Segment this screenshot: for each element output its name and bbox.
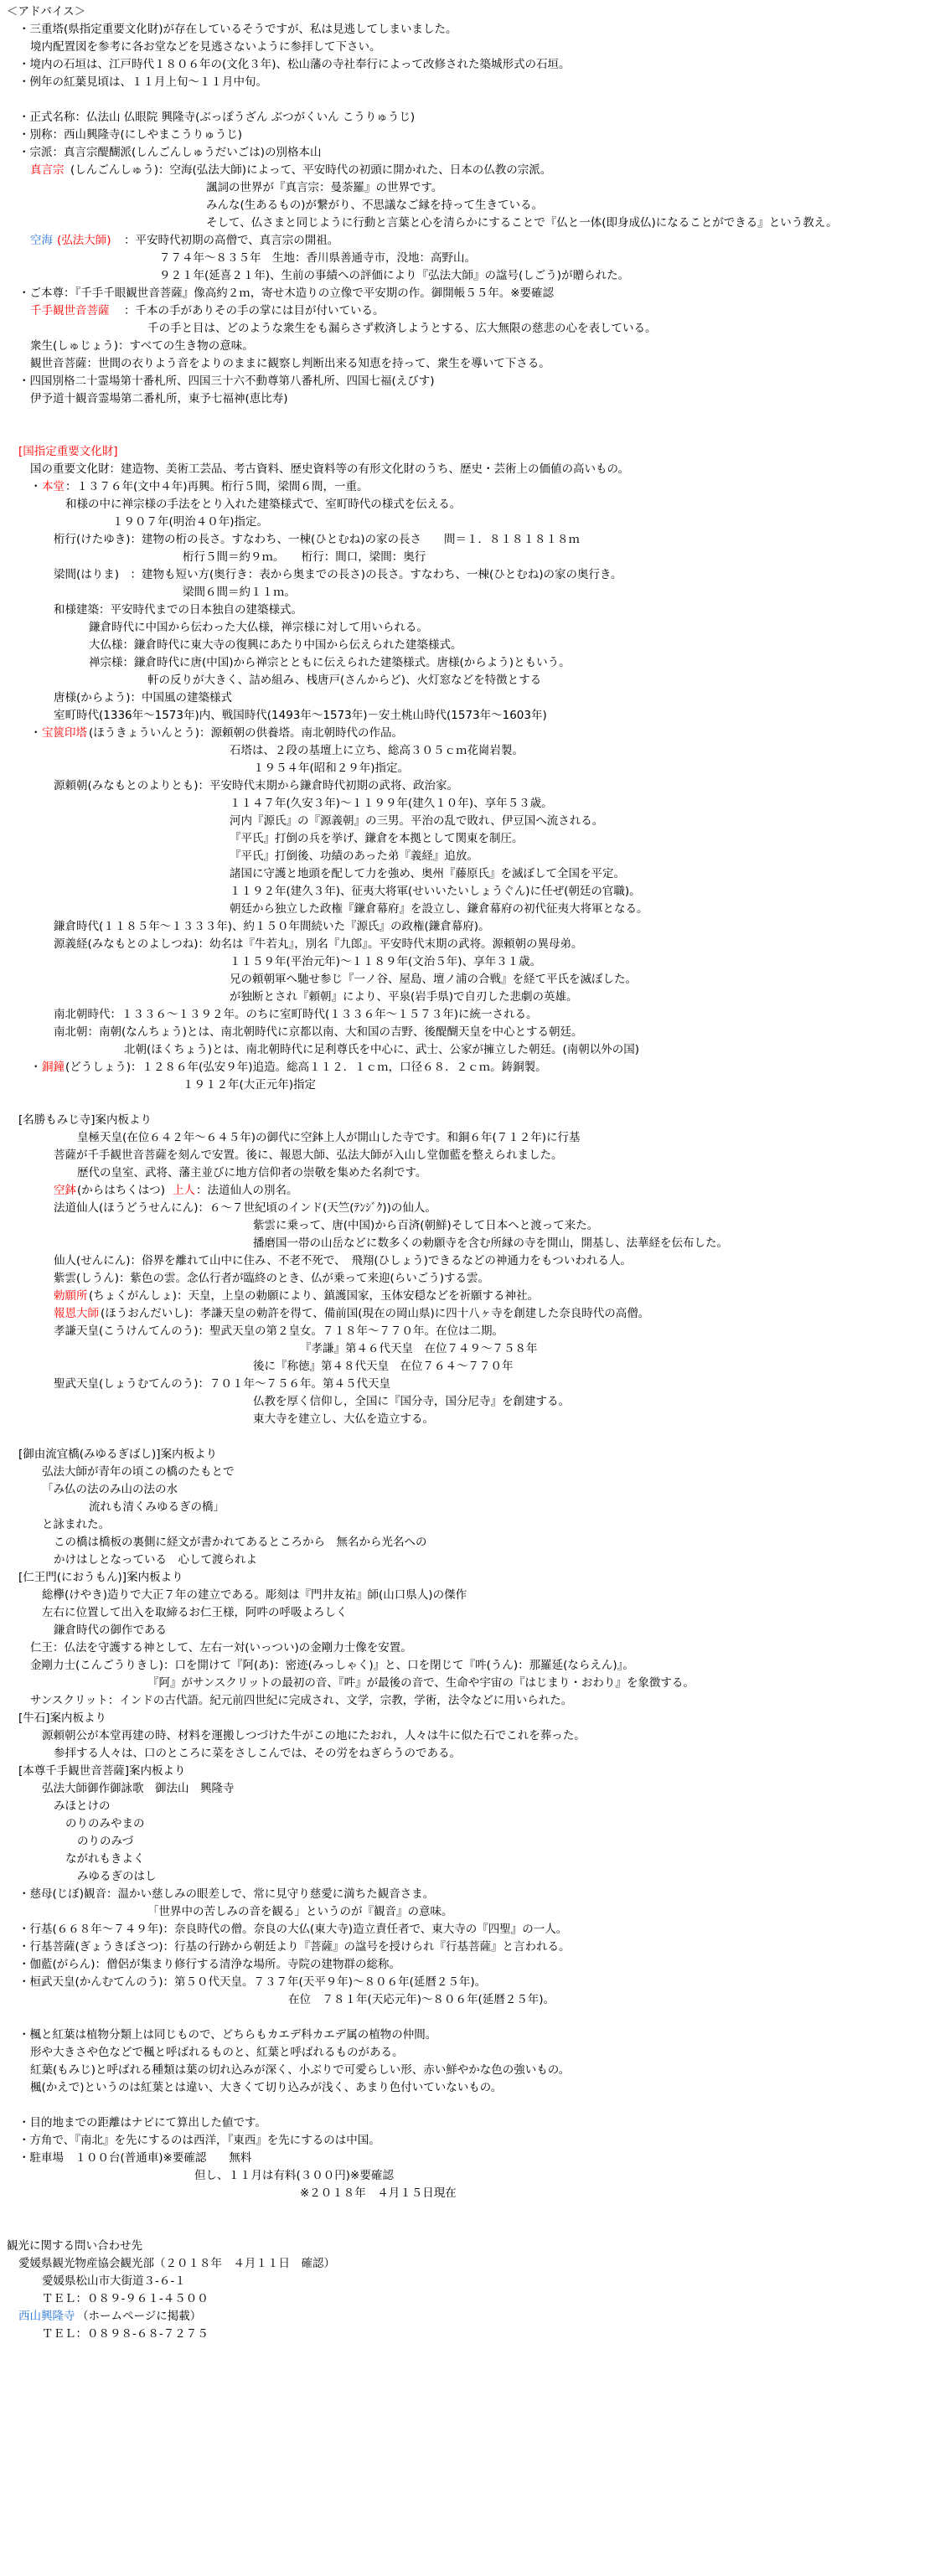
text-line: (どうしょう)：１２８６年(弘安９年)追造。総高１１２．１ｃｍ，口径６８．２ｃｍ。鋳銅製。 <box>65 1061 547 1074</box>
text-line: ながれもきよく <box>65 1852 145 1866</box>
text-line: 「み仏の法のみ山の法の水 <box>42 1483 178 1496</box>
text-line: １９１２年(大正元年)指定 <box>183 1078 317 1092</box>
text-line: ＴＥＬ：０８９-９６１-４５００ <box>42 2292 209 2305</box>
text-line: (しんごんしゅう)：空海(弘法大師)によって、平安時代の初頭に開かれた、日本の仏教の宗派。 <box>70 163 552 177</box>
text-line: ：千本の手がありその手の掌には目が付いている。 <box>124 304 385 317</box>
text-line: ・目的地までの距離はナビにて算出した値です。 <box>18 2116 266 2129</box>
text-line: ・三重塔(県指定重要文化財)が存在しているそうですが、私は見逃してしまいました。 <box>18 23 457 36</box>
text-line: ・方角で、『南北』を先にするのは西洋，『東西』を先にするのは中国。 <box>18 2134 380 2147</box>
text-line: 流れも清くみゆるぎの橋」 <box>89 1500 225 1514</box>
text-line: 弘法大師が青年の頃この橋のたもとで <box>42 1465 235 1479</box>
text-line: 国の重要文化財：建造物、美術工芸品、考古資料、歴史資料等の有形文化財のうち、歴史・芸術上の価値の高いもの。 <box>30 462 629 476</box>
text-line: ・ご本尊：『千手千眼観世音菩薩』像高約２ｍ，寄せ木造りの立像で平安期の作。御開帳５５年。※要確認 <box>18 287 555 300</box>
text-line: 空海 <box>30 234 53 247</box>
text-line: かけはしとなっている 心して渡られよ <box>54 1553 257 1567</box>
text-line: みんな(生あるもの)が繋がり、不思議なご縁を持って生きている。 <box>206 199 544 212</box>
text-line: 仁王：仏法を守護する神として、左右一対(いっつい)の金剛力士像を安置。 <box>30 1641 412 1655</box>
text-line: 紫雲に乗って、唐(中国)から百済(朝鮮)そして日本へと渡って来た。 <box>253 1219 599 1232</box>
text-line: (弘法大師) <box>57 234 111 247</box>
text-line: 東大寺を建立し、大仏を造立する。 <box>253 1412 434 1426</box>
text-line: 皇極天皇(在位６４２年～６４５年)の御代に空鉢上人が開山した寺です。和銅６年(７１２年)に行基 <box>77 1131 581 1144</box>
text-line: 鎌倉時代に中国から伝わった大仏様，禅宗様に対して用いられる。 <box>89 621 428 634</box>
text-line: [仁王門(におうもん)]案内板より <box>18 1571 183 1584</box>
text-line: サンスクリット：インドの古代語。紀元前四世紀に完成され、文学，宗教，学術，法令などに用いられた。 <box>30 1694 573 1707</box>
text-line: 宝篋印塔 <box>42 726 87 740</box>
text-line: ９２１年(延喜２１年)、生前の事績への評価により『弘法大師』の諡号(しごう)が贈られた。 <box>159 269 630 282</box>
text-line: ＴＥＬ：０８９８-６８-７２７５ <box>42 2327 209 2341</box>
text-line: ・慈母(じぼ)観音：温かい慈しみの眼差しで、常に見守り慈愛に満ちた観音さま。 <box>18 1887 435 1901</box>
text-line: 菩薩が千手観世音菩薩を刻んで安置。後に、報恩大師、弘法大師が入山し堂伽藍を整えられました。 <box>54 1149 563 1162</box>
text-line: 空鉢 <box>54 1184 76 1197</box>
text-line: と詠まれた。 <box>42 1518 110 1531</box>
text-line: １１５９年(平治元年)～１１８９年(文治５年)、享年３１歳。 <box>230 955 542 968</box>
text-line: 衆生(しゅじょう)：すべての生き物の意味。 <box>30 339 254 353</box>
text-line: 播磨国一帯の山岳などに数多くの勅願寺を含む所縁の寺を開山，開基し、法華経を伝布した。 <box>253 1236 728 1250</box>
text-line: ・宗派：真言宗醍醐派(しんごんしゅうだいごは)の別格本山 <box>18 146 322 159</box>
text-line: 桁行(けたゆき)：建物の桁の長さ。すなわち、一棟(ひとむね)の家の長さ 間＝１．８１８１８１８ｍ <box>54 533 581 546</box>
text-line: ・桓武天皇(かんむてんのう)：第５０代天皇。７３７年(天平９年)～８０６年(延暦２５年)。 <box>18 1975 487 1989</box>
text-line: みほとけの <box>54 1799 111 1813</box>
text-line: ・別称：西山興隆寺(にしやまこうりゅうじ) <box>18 128 243 142</box>
text-line: 梁間(はりま) ：建物も短い方(奥行き：表から奥までの長さ)の長さ。すなわち、一棟(ひとむね)の家の奥行き。 <box>54 568 622 581</box>
text-line: １９０７年(明治４０年)指定。 <box>112 515 269 529</box>
text-line: ・境内の石垣は、江戸時代１８０６年の(文化３年)、松山藩の寺社奉行によって改修された築城形式の石垣。 <box>18 58 571 71</box>
text-line: 愛媛県松山市大街道３-６-１ <box>42 2274 186 2288</box>
text-line: (ほうおんだいし)：孝謙天皇の勅許を得て、備前国(現在の岡山県)に四十八ヶ寺を創建した奈良時代の高僧。 <box>101 1307 650 1320</box>
text-line: 形や大きさや色などで楓と呼ばれるものと、紅葉と呼ばれるものがある。 <box>30 2046 404 2059</box>
text-line: 兄の頼朝軍へ馳せ参じ『一ノ谷、屋島、壇ノ浦の合戦』を経て平氏を滅ぼした。 <box>230 973 637 986</box>
text-line: 仙人(せんにん)：俗界を離れて山中に住み、不老不死で、 飛翔(ひしょう)できるなどの神通力をもついわれる人。 <box>54 1254 632 1267</box>
text-line: 銅鐘 <box>42 1061 65 1074</box>
text-line: [本尊千手観世音菩薩]案内板より <box>18 1764 186 1778</box>
text-line: ７７４年～８３５年 生地：香川県善通寺市，没地：高野山。 <box>159 251 476 265</box>
text-line: 大仏様：鎌倉時代に東大寺の復興にあたり中国から伝えられた建築様式。 <box>89 638 462 652</box>
text-line: 唐様(からよう)：中国風の建築様式 <box>54 691 233 705</box>
text-line: 仏教を厚く信仰し，全国に『国分寺，国分尼寺』を創建する。 <box>253 1395 570 1408</box>
text-line: 西山興隆寺 <box>18 2310 75 2323</box>
text-line: 諷詞の世界が『真言宗：曼荼羅』の世界です。 <box>206 181 443 194</box>
text-line: 軒の反りが大きく、詰め組み、桟唐戸(さんからど)、火灯窓などを特徴とする <box>147 674 542 687</box>
text-line: 紅葉(もみじ)と呼ばれる種類は葉の切れ込みが深く、小ぶりで可愛らしい形、赤い鮮やかな色の強いもの。 <box>30 2063 571 2077</box>
text-line: 観光に関する問い合わせ先 <box>7 2239 142 2253</box>
text-line: 『平氏』打倒の兵を挙げ、鎌倉を本拠として関東を制圧。 <box>230 832 524 845</box>
text-line: ：法道仙人の別名。 <box>196 1184 298 1197</box>
text-line: ・ <box>30 726 42 740</box>
text-line: ・ <box>30 480 42 493</box>
text-line: (ちょくがんしょ)：天皇，上皇の勅願により、鎮護国家，玉体安穏などを祈願する神社。 <box>89 1289 540 1303</box>
text-line: （ホームページに掲載） <box>77 2310 202 2323</box>
text-line: 参拝する人々は、口のところに菜をさしこんでは、その労をねぎらうのである。 <box>54 1747 461 1760</box>
text-line: 『孝謙』第４６代天皇 在位７４９～７５８年 <box>300 1342 538 1355</box>
text-line: 河内『源氏』の『源義朝』の三男。平治の乱で敗れ、伊豆国へ流される。 <box>230 814 604 828</box>
text-line: 法道仙人(ほうどうせんにん)：６～７世紀頃のインド(天竺(ﾃﾝｼﾞｸ))の仙人。 <box>54 1201 436 1215</box>
text-line: 和様の中に禅宗様の手法をとり入れた建築様式で、室町時代の様式を伝える。 <box>65 498 462 511</box>
text-line: [国指定重要文化財] <box>18 445 118 458</box>
text-line: 南北朝時代：１３３６～１３９２年。のちに室町時代(１３３６年～１５７３年)に統一される。 <box>54 1008 538 1021</box>
text-line: 金剛力士(こんごうりきし)：口を開けて『阿(あ)：密迹(みっしゃく)』と、口を閉じて『吽(うん)：那羅延(ならえん)』。 <box>30 1659 634 1672</box>
text-line: ・駐車場 １００台(普通車)※要確認 無料 <box>18 2151 252 2165</box>
text-line: (ほうきょういんとう)：源頼朝の供養塔。南北朝時代の作品。 <box>89 726 404 740</box>
text-line: みゆるぎのはし <box>77 1870 157 1883</box>
text-line: 南北朝：南朝(なんちょう)とは、南北朝時代に京都以南、大和国の吉野、後醍醐天皇を中心とする朝廷。 <box>54 1025 583 1039</box>
text-line: [名勝もみじ寺]案内板より <box>18 1113 152 1127</box>
text-line: ・伽藍(がらん)：僧侶が集まり修行する清浄な場所。寺院の建物群の総称。 <box>18 1958 401 1971</box>
text-line: １９５４年(昭和２９年)指定。 <box>253 761 410 775</box>
text-line: 左右に位置して出入を取締るお仁王様，阿吽の呼吸よろしく <box>42 1606 348 1619</box>
text-line: 源頼朝公が本堂再建の時、材料を運搬しつづけた牛がこの地にたおれ，人々は牛に似た石でこれを葬った。 <box>42 1729 586 1742</box>
text-line: 観世音菩薩：世間の衣りよう音をよりのままに観察し判断出来る知恵を持って、衆生を導いて下さる。 <box>30 357 550 370</box>
text-line: そして、仏さまと同じように行動と言葉と心を清らかにすることで『仏と一体(即身成仏)になることができる』という教え。 <box>206 216 838 230</box>
text-line: ：１３７６年(文中４年)再興。桁行５間，梁間６間，一重。 <box>65 480 369 493</box>
text-line: ：平安時代初期の高僧で、真言宗の開祖。 <box>124 234 339 247</box>
text-line: (からはちくはつ) <box>77 1184 166 1197</box>
text-line: ・ <box>30 1061 42 1074</box>
text-line: ＜アドバイス＞ <box>7 5 86 18</box>
text-line: 本堂 <box>42 480 65 493</box>
text-line: 『平氏』打倒後、功績のあった弟『義経』追放。 <box>230 849 478 863</box>
text-line: 梁間６間＝約１１ｍ。 <box>183 586 296 599</box>
text-line: 千の手と目は、どのような衆生をも漏らさず救済しようとする、広大無限の慈悲の心を表している。 <box>147 322 657 335</box>
text-line: が独断とされ『頼朝』により、平泉(岩手県)で自刃した悲劇の英雄。 <box>230 990 578 1004</box>
text-line: ・行基(６６８年～７４９年)：奈良時代の僧。奈良の大仏(東大寺)造立責任者で、東大寺の『四聖』の一人。 <box>18 1923 568 1936</box>
text-line: 総欅(けやき)造りで大正７年の建立である。彫刻は『門井友祐』師(山口県人)の傑作 <box>42 1588 467 1602</box>
text-line: ※２０１８年 ４月１５日現在 <box>300 2186 457 2200</box>
text-line: 境内配置図を参考に各お堂などを見逃さないように参拝して下さい。 <box>30 40 381 54</box>
text-line: ・楓と紅葉は植物分類上は同じもので、どちらもカエデ科カエデ属の植物の仲間。 <box>18 2028 437 2042</box>
text-line: 石塔は、２段の基壇上に立ち、総高３０５ｃｍ花崗岩製。 <box>230 744 524 757</box>
text-line: 弘法大師御作御詠歌 御法山 興隆寺 <box>42 1782 235 1795</box>
text-line: この橋は橋板の裏側に経文が書かれてあるところから 無名から光名への <box>54 1536 427 1549</box>
text-line: 報恩大師 <box>54 1307 99 1320</box>
text-line: 愛媛県観光物産協会観光部（２０１８年 ４月１１日 確認） <box>18 2257 335 2270</box>
text-line: 『阿』がサンスクリットの最初の音、『吽』が最後の音で、生命や宇宙の『はじまり・おわり』を象徴する。 <box>147 1676 695 1690</box>
text-line: 勅願所 <box>54 1289 88 1303</box>
text-line: 在位 ７８１年(天応元年)～８０６年(延暦２５年)。 <box>288 1993 555 2006</box>
text-line: 「世界中の苦しみの音を観る」というのが『観音』の意味。 <box>147 1905 453 1918</box>
text-line: 鎌倉時代(１１８５年～１３３３年)、約１５０年間続いた『源氏』の政権(鎌倉幕府)。 <box>54 920 490 933</box>
text-line: 千手観世音菩薩 <box>30 304 110 317</box>
text-line: 北朝(ほくちょう)とは、南北朝時代に足利尊氏を中心に、武士、公家が擁立した朝廷。(南朝以外の国) <box>124 1043 640 1056</box>
text-line: 和様建築：平安時代までの日本独自の建築様式。 <box>54 603 302 617</box>
text-line: 朝廷から独立した政権『鎌倉幕府』を設立し、鎌倉幕府の初代征夷大将軍となる。 <box>230 902 648 916</box>
text-line: のりのみづ <box>77 1835 134 1848</box>
text-line: 歴代の皇室、武将、藩主並びに地方信仰者の崇敬を集めた名刹です。 <box>77 1166 427 1180</box>
text-line: 後に『称徳』第４８代天皇 在位７６４～７７０年 <box>253 1360 514 1373</box>
text-line: 源義経(みなもとのよしつね)：幼名は『牛若丸』，別名『九郎』。平安時代末期の武将。源頼朝の異母弟。 <box>54 937 583 951</box>
text-line: 源頼朝(みなもとのよりとも)：平安時代末期から鎌倉時代初期の武将、政治家。 <box>54 779 459 792</box>
text-line: １１９２年(建久３年)、征夷大将軍(せいいたいしょうぐん)に任ぜ(朝廷の官職)。 <box>230 885 641 898</box>
text-line: [牛石]案内板より <box>18 1711 107 1725</box>
text-line: 諸国に守護と地頭を配して力を強め、奥州『藤原氏』を滅ぼして全国を平定。 <box>230 867 625 880</box>
text-line: 禅宗様：鎌倉時代に唐(中国)から禅宗とともに伝えられた建築様式。唐様(からよう)ともいう。 <box>89 656 571 669</box>
text-line: 伊予道十観音霊場第二番札所，東予七福神(恵比寿) <box>30 392 288 405</box>
text-line: ・行基菩薩(ぎょうきぼさつ)：行基の行跡から朝廷より『菩薩』の諡号を授けられ『行基菩薩』と言われる。 <box>18 1940 571 1954</box>
text-line: ・例年の紅葉見頃は、１１月上旬～１１月中旬。 <box>18 75 267 89</box>
text-line: [御由流宜橋(みゆるぎばし)]案内板より <box>18 1448 218 1461</box>
text-line: 室町時代(1336年～1573年)内、戦国時代(1493年～1573年)－安土桃山時代(1573年～1603年) <box>54 709 547 722</box>
text-line: 真言宗 <box>30 163 65 177</box>
text-line: ・四国別格二十霊場第十番札所、四国三十六不動尊第八番札所、四国七福(えびす) <box>18 374 435 388</box>
text-line: 但し、１１月は有料(３００円)※要確認 <box>194 2169 394 2182</box>
text-line: ・正式名称：仏法山 仏眼院 興隆寺(ぶっぽうざん ぶつがくいん こうりゅうじ) <box>18 111 416 124</box>
text-line: のりのみやまの <box>65 1817 145 1830</box>
text-line: 聖武天皇(しょうむてんのう)：７０１年～７５６年。第４５代天皇 <box>54 1377 391 1391</box>
text-line: 紫雲(しうん)：紫色の雲。念仏行者が臨終のとき、仏が乗って来迎(らいごう)する雲。 <box>54 1272 490 1285</box>
text-line: 楓(かえで)というのは紅葉とは違い、大きくて切り込みが浅く、あまり色付いていないもの。 <box>30 2081 503 2094</box>
text-line: 孝謙天皇(こうけんてんのう)：聖武天皇の第２皇女。７１８年～７７０年。在位は二期。 <box>54 1324 504 1338</box>
text-line: 桁行５間＝約９ｍ。 桁行：間口，梁間：奥行 <box>183 550 426 564</box>
text-line: 上人 <box>173 1184 195 1197</box>
text-line: １１４７年(久安３年)～１１９９年(建久１０年)、享年５３歳。 <box>230 797 553 810</box>
text-line: 鎌倉時代の御作である <box>54 1624 167 1637</box>
